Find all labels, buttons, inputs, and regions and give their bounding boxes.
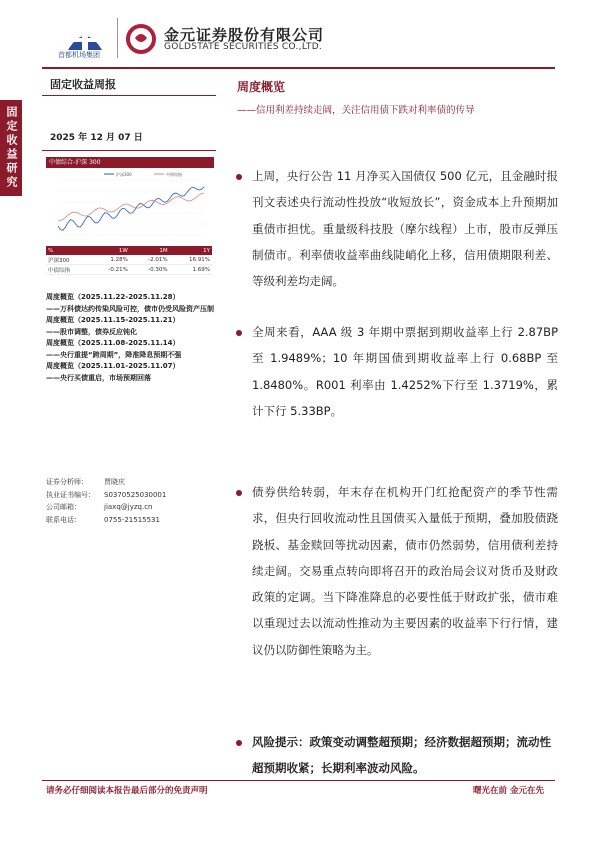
table-cell: 16.91% bbox=[170, 255, 212, 265]
paragraph-weekly-review: 上周，央行公告 11 月净买入国债仅 500 亿元，且金融时报刊文表述央行流动性投放“收短放长”，资金成本上升预期加重债市担忧。重量级科技股（摩尔线程）上市，股市反弹压制债市。利率债收益率曲线陡峭化上移，信用债期限利差、等级利差均走阔。 bbox=[252, 169, 558, 289]
table-header-row bbox=[46, 246, 212, 255]
index-line-chart bbox=[44, 168, 216, 244]
related-report-subtitle: ——万科债达约传染风险可控，债市仍受风险资产压制 bbox=[46, 304, 214, 313]
related-reports bbox=[46, 292, 216, 384]
table-cell: -2.01% bbox=[130, 255, 170, 265]
table-row bbox=[46, 265, 212, 275]
left-rule bbox=[42, 150, 216, 151]
analyst-info bbox=[46, 476, 216, 526]
table-cell: 1.28% bbox=[90, 255, 130, 265]
analyst-info-row bbox=[46, 476, 216, 489]
series-line-hs300 bbox=[58, 187, 204, 231]
related-report-title[interactable]: 周度概览（2025.11.15-2025.11.21） bbox=[46, 316, 180, 324]
legend bbox=[104, 171, 182, 177]
related-report-title[interactable]: 周度概览（2025.11.01-2025.11.07） bbox=[46, 362, 180, 370]
legend-label-hs300: 沪深300 bbox=[116, 172, 132, 177]
related-report-subtitle: ——央行重提“跨周期”，降准降息预期不强 bbox=[46, 350, 182, 359]
bullet-icon bbox=[236, 740, 242, 746]
table-header-cell: 1Y bbox=[170, 246, 212, 255]
table-cell: 中债综指 bbox=[46, 265, 90, 275]
risk-warning: 风险提示：政策变动调整超预期；经济数据超预期；流动性超预期收紧；长期利率波动风险。 bbox=[252, 735, 551, 776]
analyst-info-key: 公司邮箱： bbox=[46, 503, 81, 511]
table-cell: 沪深300 bbox=[46, 255, 90, 265]
left-rule bbox=[42, 95, 216, 96]
footer-rule bbox=[42, 780, 555, 781]
analyst-info-value: jiaxq@jyzq.cn bbox=[104, 503, 153, 511]
section-sidebar-label: 固定收益研究 bbox=[0, 100, 22, 196]
analyst-info-value: 贾晓庆 bbox=[104, 478, 125, 486]
legend-label-bond: 中债综指 bbox=[166, 172, 182, 177]
performance-table bbox=[46, 246, 212, 275]
analyst-info-value: S0370525030001 bbox=[104, 490, 167, 499]
bullet-icon bbox=[236, 490, 242, 496]
table-header-cell: % bbox=[46, 246, 90, 255]
analyst-info-key: 联系电话： bbox=[46, 515, 81, 524]
table-row bbox=[46, 255, 212, 265]
section-subtitle: ——信用利差持续走阔，关注信用债下跌对利率债的传导 bbox=[237, 105, 475, 116]
analyst-info-row bbox=[46, 501, 216, 514]
paragraph-outlook: 债券供给转弱，年末存在机构开门红抢配资产的季节性需求，但央行回收流动性且国债买入量低于预期，叠加股债跷跷板、基金赎回等扰动因素，债市仍然弱势，信用债利差持续走阔。交易重点转向即将召开的政治局会议对货币及财政政策的定调。当下降准降息的必要性低于财政扩张，债市难以重现过去以流动性推动为主要因素的收益率下行行情，建议仍以防御性策略为主。 bbox=[252, 485, 558, 657]
disclaimer-note: 请务必仔细阅读本报告最后部分的免责声明 bbox=[46, 786, 208, 796]
header-rule bbox=[42, 67, 555, 69]
brand-name-en: GOLDSTATE SECURITIES CO.,LTD. bbox=[164, 42, 323, 52]
section-title: 周度概览 bbox=[237, 80, 286, 94]
related-report-title[interactable]: 周度概览（2025.11.22-2025.11.28） bbox=[46, 293, 180, 301]
footer-slogan: 曙光在前 金元在先 bbox=[473, 786, 544, 796]
bullet-icon bbox=[236, 330, 242, 336]
related-report-title[interactable]: 周度概览（2025.11.08-2025.11.14） bbox=[46, 339, 180, 347]
table-header-cell: 1W bbox=[90, 246, 130, 255]
goldstate-logo-icon bbox=[126, 24, 156, 54]
analyst-info-key: 证券分析师： bbox=[46, 478, 88, 486]
chart-title: 中债综合-沪深 300 bbox=[46, 157, 214, 168]
analyst-info-value: 0755-21515531 bbox=[104, 515, 160, 524]
table-cell: 1.69% bbox=[170, 265, 212, 275]
table-cell: -0.21% bbox=[90, 265, 130, 275]
bullet-icon bbox=[236, 174, 242, 180]
paragraph-yield-summary: 全周来看，AAA 级 3 年期中票据到期收益率上行 2.87BP 至 1.9489%；10 年期国债到期收益率上行 0.68BP 至 1.8480%。R001 利率由 1.4252%下行至 1.3719%，累计下行 5.33BP。 bbox=[252, 325, 558, 418]
document-type: 固定收益周报 bbox=[50, 78, 116, 91]
related-report-subtitle: ——股市调整，债券反应钝化 bbox=[46, 327, 137, 336]
analyst-info-row bbox=[46, 514, 216, 527]
table-header-cell: 1M bbox=[130, 246, 170, 255]
series-line-bond-index bbox=[58, 193, 204, 220]
analyst-info-key: 执业证书编号： bbox=[46, 490, 95, 499]
left-logo-text: 首都机场集团 bbox=[58, 51, 100, 59]
related-report-subtitle: ——央行买债重启，市场预期回落 bbox=[46, 373, 151, 382]
analyst-info-row bbox=[46, 489, 216, 502]
table-cell: -0.30% bbox=[130, 265, 170, 275]
header-divider bbox=[117, 18, 118, 58]
report-date: 2025 年 12 月 07 日 bbox=[50, 133, 143, 143]
brand-name-cn: 金元证券股份有限公司 bbox=[164, 26, 325, 44]
